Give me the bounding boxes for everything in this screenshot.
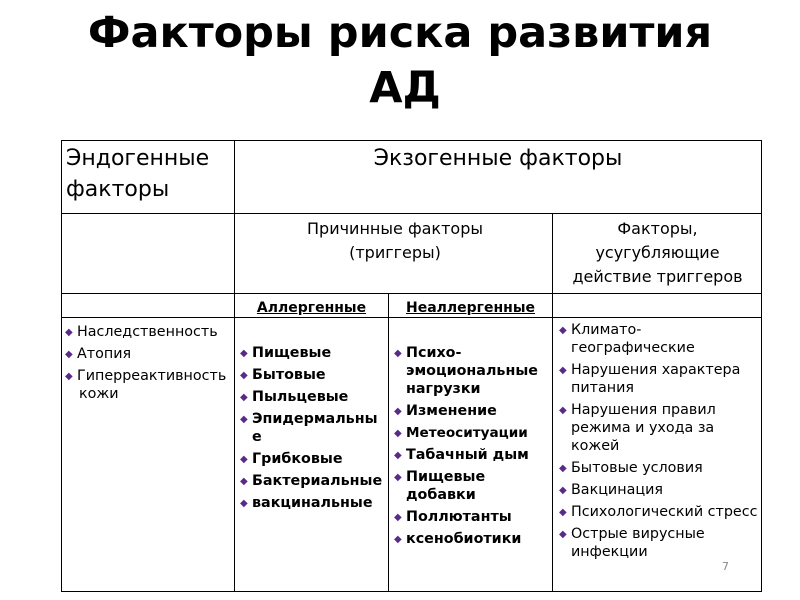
causal-factors-header: Причинные факторы (триггеры) (307, 219, 483, 262)
allergenic-list-cell (239, 344, 385, 516)
list-item: ◆ Нарушения правил режима и ухода за кожей (558, 401, 758, 455)
table-border-top (61, 140, 762, 141)
list-item: ◆ Нарушения характера питания (558, 361, 758, 397)
list-item: ◆ Метеоситуации (393, 424, 550, 442)
list-item: ◆ вакцинальные (239, 494, 385, 512)
list-item: ◆ Бактериальные (239, 472, 385, 490)
non-allergenic-list-cell (393, 344, 550, 552)
endogenous-list (64, 323, 232, 385)
list-item-continuation: кожи (79, 386, 119, 402)
row-divider-1 (61, 213, 762, 214)
list-item: ◆ Пищевые (239, 344, 385, 362)
col-divider-3 (388, 293, 389, 592)
col-divider-1 (234, 140, 235, 592)
aggravating-factors-header: Факторы, усугубляющие действие триггеров (572, 219, 743, 286)
title-line-2: АД (369, 63, 441, 113)
list-item: ◆ Психо-эмоциональные нагрузки (393, 344, 550, 398)
list-item: ◆ Бытовые условия (558, 459, 758, 477)
list-item: ◆ Гиперреактивность (64, 367, 232, 385)
list-item: ◆ ксенобиотики (393, 530, 550, 548)
list-item: ◆ Эпидермальные (239, 410, 385, 446)
list-item: ◆ Грибковые (239, 450, 385, 468)
col-divider-2 (552, 213, 553, 592)
table-border-left (61, 140, 62, 592)
non-allergenic-list (393, 344, 550, 548)
title-line-1: Факторы риска развития (87, 8, 713, 58)
table-border-right (761, 140, 762, 592)
list-item: ◆ Острые вирусные инфекции (558, 525, 758, 561)
list-item: ◆ Климато-географические (558, 321, 758, 357)
list-item: ◆ Табачный дым (393, 446, 550, 464)
list-item: ◆ Пыльцевые (239, 388, 385, 406)
endogenous-list-cell (64, 323, 232, 403)
list-item: ◆ Изменение (393, 402, 550, 420)
list-item: ◆ Вакцинация (558, 481, 758, 499)
slide-title (0, 6, 800, 116)
non-allergenic-header: Неаллергенные (406, 300, 535, 316)
exogenous-header: Экзогенные факторы (373, 146, 623, 171)
list-item: ◆ Бытовые (239, 366, 385, 384)
list-item: ◆ Наследственность (64, 323, 232, 341)
row-divider-2 (61, 293, 762, 294)
aggravating-list-cell (558, 321, 758, 565)
list-item: ◆ Пищевые добавки (393, 468, 550, 504)
endogenous-header: Эндогенные факторы (66, 146, 210, 202)
allergenic-list (239, 344, 385, 512)
list-item: ◆ Поллютанты (393, 508, 550, 526)
list-item: ◆ Психологический стресс (558, 503, 758, 521)
aggravating-list (558, 321, 758, 561)
list-item: ◆ Атопия (64, 345, 232, 363)
allergenic-header: Аллергенные (256, 300, 367, 316)
page-number: 7 (722, 560, 729, 573)
table-border-bottom (61, 591, 762, 592)
